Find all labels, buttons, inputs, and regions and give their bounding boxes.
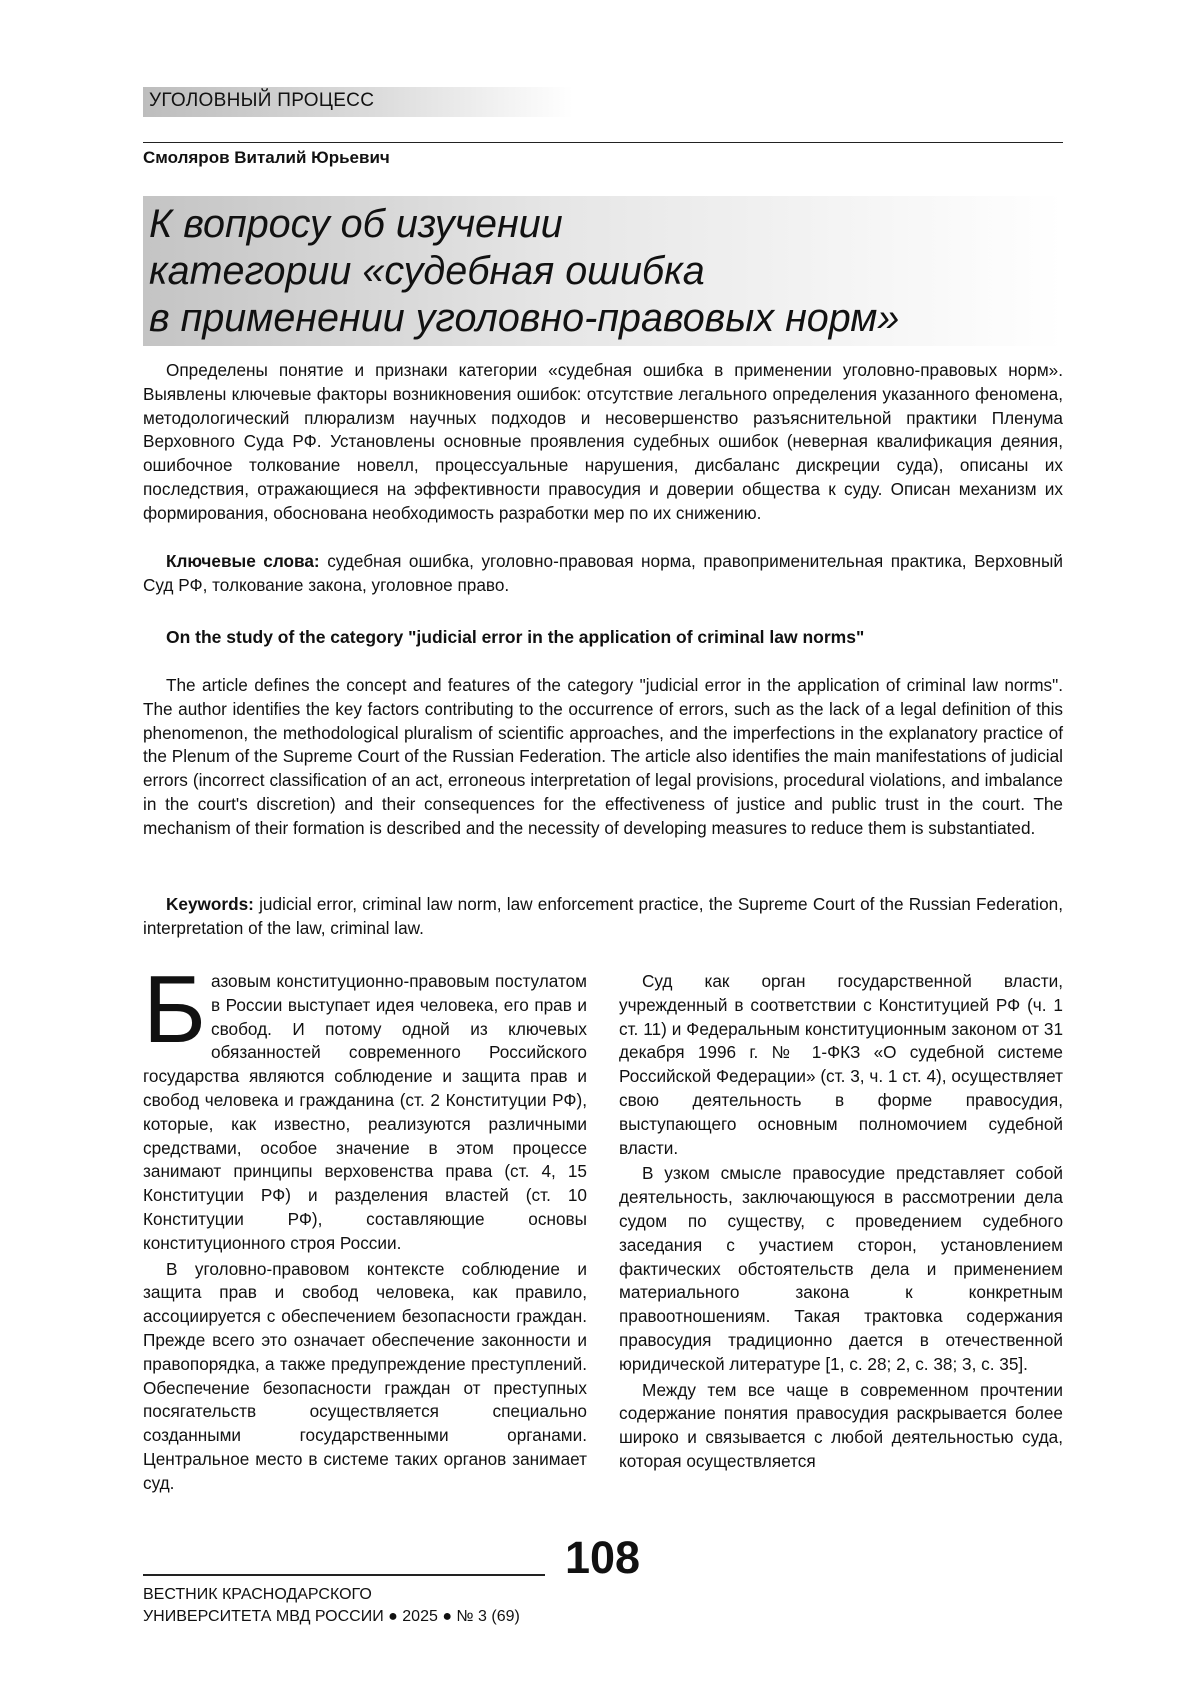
keywords-en-label: Keywords:	[166, 894, 254, 914]
body-paragraph	[143, 956, 587, 1256]
body-paragraph: Суд как орган государственной власти, учрежденный в соответствии с Конституцией РФ (ч. 1 ст. 11) и Федеральным конституционным законом от 31 декабря 1996 г. № 1-ФКЗ «О судебной системе Российской Федерации» (ст. 3, ч. 1 ст. 4), осуществляет свою деятельность в форме правосудия, выступающего основным полномочием судебной власти.	[619, 971, 1063, 1158]
keywords-ru-text: судебная ошибка, уголовно-правовая норма, правоприменительная практика, Верховный Суд РФ, толкование закона, уголовное право.	[143, 551, 1063, 595]
header-rule	[143, 142, 1063, 143]
title-line-3: в применении уголовно-правовых норм»	[149, 296, 900, 340]
keywords-ru	[143, 550, 1063, 598]
body-left-p1-text: азовым конституционно-правовым постулатом в России выступает идея человека, его прав и свобод. И потому одной из ключевых обязанностей современного Российского государства являются соблюдение и защита прав и свобод человека и гражданина (ст. 2 Конституции РФ), которые, как известно, реализуются различными средствами, особое значение в этом процессе занимают принципы верховенства права (ст. 4, 15 Конституции РФ) и разделения властей (ст. 10 Конституции РФ), составляющие основы конституционного строя России.	[143, 971, 587, 1253]
abstract-ru: Определены понятие и признаки категории «судебная ошибка в применении уголовно-правовых норм». Выявлены ключевые факторы возникновения ошибок: отсутствие легального определения указанного феномена, методологический плюрализм научных подходов и несовершенство разъяснительной практики Пленума Верховного Суда РФ. Установлены основные проявления судебных ошибок (неверная квалификация деяния, ошибочное толкование новелл, процессуальные нарушения, дисбаланс дискреции суда), описаны их последствия, отражающиеся на эффективности правосудия и доверии общества к суду. Описан механизм их формирования, обоснована необходимость разработки мер по их снижению.	[143, 360, 1063, 523]
title-line-1: К вопросу об изучении	[149, 202, 563, 246]
author-name: Смоляров Виталий Юрьевич	[143, 148, 390, 167]
article-title	[149, 201, 1049, 342]
journal-line-1: ВЕСТНИК КРАСНОДАРСКОГО	[143, 1586, 372, 1603]
body-paragraph: Между тем все чаще в современном прочтении содержание понятия правосудия раскрывается более широко и связывается с любой деятельностью суда, которая осуществляется	[619, 1379, 1063, 1471]
body-paragraph: В уголовно-правовом контексте соблюдение и защита прав и свобод человека, как правило, ассоциируется с обеспечением безопасности граждан. Прежде всего это означает обеспечение законности и правопорядка, а также предупреждение преступлений. Обеспечение безопасности граждан от преступных посягательств осуществляется специально созданными государственными органами. Центральное место в системе таких органов занимает суд.	[143, 1258, 587, 1493]
page-number: 108	[565, 1532, 641, 1583]
journal-line-2: УНИВЕРСИТЕТА МВД РОССИИ ● 2025 ● № 3 (69)	[143, 1608, 520, 1625]
body-column-right	[619, 970, 1063, 1476]
keywords-ru-label: Ключевые слова:	[166, 551, 320, 571]
keywords-en	[143, 893, 1063, 941]
title-line-2: категории «судебная ошибка	[149, 249, 705, 293]
section-label: УГОЛОВНЫЙ ПРОЦЕСС	[149, 90, 375, 111]
body-paragraph: В узком смысле правосудие представляет собой деятельность, заключающуюся в рассмотрении дела судом по существу, с проведением судебного заседания с участием сторон, установлением фактических обстоятельств дела и применением материального закона к конкретным правоотношениям. Такая трактовка содержания правосудия традиционно дается в отечественной юридической литературе [1, с. 28; 2, с. 38; 3, с. 35].	[619, 1163, 1063, 1374]
abstract-en: The article defines the concept and features of the category "judicial error in the application of criminal law norms". The author identifies the key factors contributing to the occurrence of errors, such as the lack of a legal definition of this phenomenon, the methodological pluralism of scientific approaches, and the imperfections in the explanatory practice of the Plenum of the Supreme Court of the Russian Federation. The article also identifies the main manifestations of judicial errors (incorrect classification of an act, erroneous interpretation of legal provisions, procedural violations, and imbalance in the court's discretion) and their consequences for the effectiveness of justice and public trust in the court. The mechanism of their formation is described and the necessity of developing measures to reduce them is substantiated.	[143, 675, 1063, 838]
journal-name	[143, 1584, 520, 1628]
footer-rule	[143, 1574, 545, 1576]
keywords-en-text: judicial error, criminal law norm, law enforcement practice, the Supreme Court of the Russian Federation, interpretation of the law, criminal law.	[143, 894, 1063, 938]
body-column-left	[143, 956, 587, 1498]
english-title: On the study of the category "judicial error in the application of criminal law norms"	[166, 627, 865, 647]
drop-cap: Б	[143, 956, 206, 1063]
